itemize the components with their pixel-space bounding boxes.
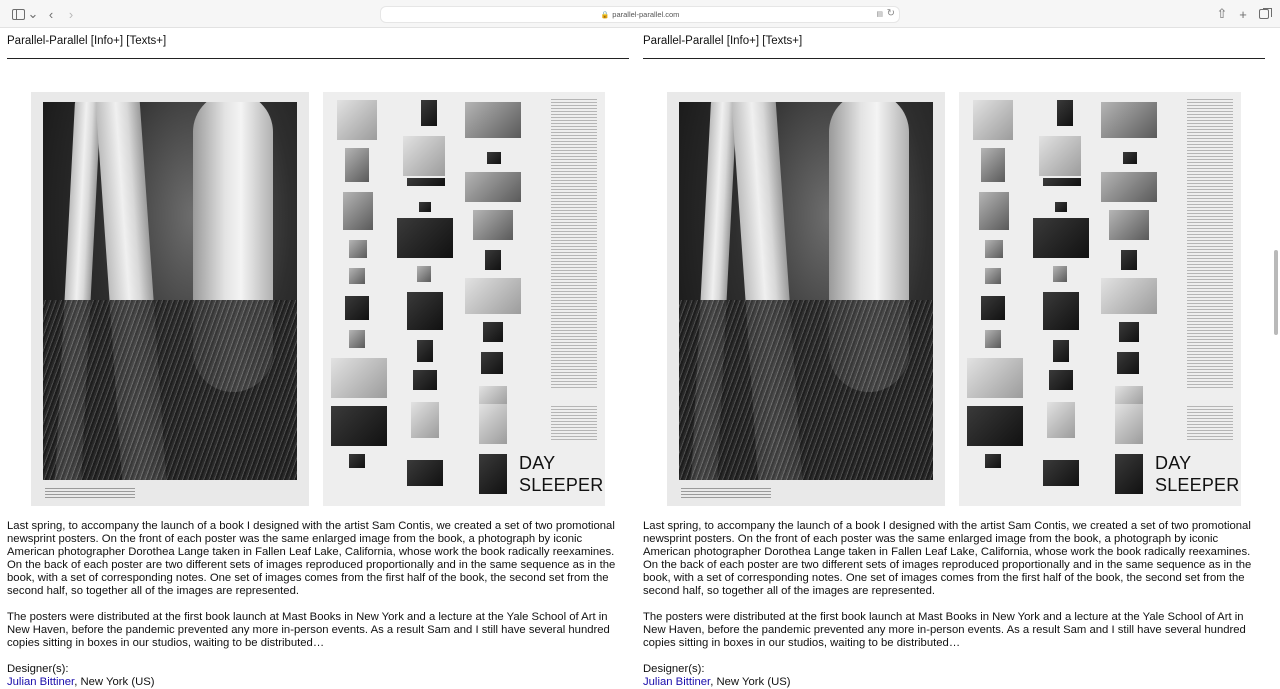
sidebar-icon[interactable] (8, 4, 28, 24)
poster-front (667, 92, 945, 506)
texts-link[interactable]: [Texts+] (126, 35, 167, 47)
site-title-link[interactable]: Parallel-Parallel (7, 35, 88, 47)
texts-link[interactable]: [Texts+] (762, 35, 803, 47)
designer-label: Designer(s): (643, 663, 705, 675)
site-nav (643, 29, 1265, 59)
plus-icon[interactable]: + (1239, 6, 1247, 22)
designer-credit (7, 663, 629, 689)
poster-notes-text (551, 98, 597, 388)
poster-title-line2: SLEEPER (1155, 475, 1240, 495)
reload-icon[interactable]: ↻ (886, 8, 895, 19)
poster-image (31, 92, 605, 506)
lock-icon: 🔒 (600, 11, 610, 19)
poster-notes-text (1187, 404, 1233, 440)
poster-back (959, 92, 1241, 506)
designer-link[interactable]: Julian Bittiner (643, 676, 711, 688)
designer-label: Designer(s): (7, 663, 69, 675)
site-nav (7, 29, 629, 59)
poster-notes-text (551, 404, 597, 440)
info-link[interactable]: [Info+] (726, 35, 760, 47)
poster-notes-text (1187, 98, 1233, 388)
poster-title-line1: DAY (519, 453, 556, 473)
site-title-link[interactable]: Parallel-Parallel (643, 35, 724, 47)
photo-caption (45, 486, 135, 498)
browser-toolbar (0, 0, 1280, 28)
description-paragraph-1: Last spring, to accompany the launch of a book I designed with the artist Sam Contis, we created a set of two promotional newsprint posters. On the front of each poster was the same enlarged image from the book, a photograph by iconic American photographer Dorothea Lange taken in Fallen Leaf Lake, California, whose work the book radically reexamines. On the back of each poster are two different sets of images reproduced proportionally and in the same sequence as in the book, with a set of corresponding notes. One set of images comes from the first half of the book, the second set from the second half, so together all of the images are represented. (7, 520, 616, 597)
poster-image (667, 92, 1241, 506)
poster-back (323, 92, 605, 506)
description-paragraph-2: The posters were distributed at the first book launch at Mast Books in New York and a lecture at the Yale School of Art in New Haven, before the pandemic prevented any more in-person events. As a result Sam and I still have several hundred copies sitting in boxes in our studios, waiting to be distributed… (643, 611, 1246, 649)
page-scrollbar[interactable] (1274, 250, 1278, 335)
designer-credit (643, 663, 1265, 689)
description-paragraph-1: Last spring, to accompany the launch of a book I designed with the artist Sam Contis, we created a set of two promotional newsprint posters. On the front of each poster was the same enlarged image from the book, a photograph by iconic American photographer Dorothea Lange taken in Fallen Leaf Lake, California, whose work the book radically reexamines. On the back of each poster are two different sets of images reproduced proportionally and in the same sequence as in the book, with a set of corresponding notes. One set of images comes from the first half of the book, the second set from the second half, so together all of the images are represented. (643, 520, 1252, 597)
photo-caption (681, 486, 771, 498)
poster-title (519, 452, 603, 496)
url-text: parallel-parallel.com (612, 10, 680, 19)
designer-location: , New York (US) (710, 676, 791, 688)
address-bar[interactable] (380, 6, 900, 23)
project-description (643, 520, 1265, 689)
aspen-photograph (43, 102, 297, 480)
poster-title (1155, 452, 1239, 496)
reader-icon[interactable]: ▤ (876, 11, 883, 18)
poster-title-line2: SLEEPER (519, 475, 604, 495)
tabs-overview-icon[interactable] (1257, 4, 1271, 24)
content-column-right (643, 29, 1265, 689)
chevron-right-icon[interactable]: › (68, 6, 74, 22)
designer-link[interactable]: Julian Bittiner (7, 676, 75, 688)
poster-front (31, 92, 309, 506)
poster-title-line1: DAY (1155, 453, 1192, 473)
content-column-left (7, 29, 629, 689)
designer-location: , New York (US) (74, 676, 155, 688)
chevron-down-icon[interactable]: ⌄ (27, 6, 39, 21)
info-link[interactable]: [Info+] (90, 35, 124, 47)
share-icon[interactable]: ⇧ (1216, 6, 1228, 21)
aspen-photograph (679, 102, 933, 480)
project-description (7, 520, 629, 689)
chevron-left-icon[interactable]: ‹ (48, 6, 54, 22)
description-paragraph-2: The posters were distributed at the first book launch at Mast Books in New York and a lecture at the Yale School of Art in New Haven, before the pandemic prevented any more in-person events. As a result Sam and I still have several hundred copies sitting in boxes in our studios, waiting to be distributed… (7, 611, 610, 649)
